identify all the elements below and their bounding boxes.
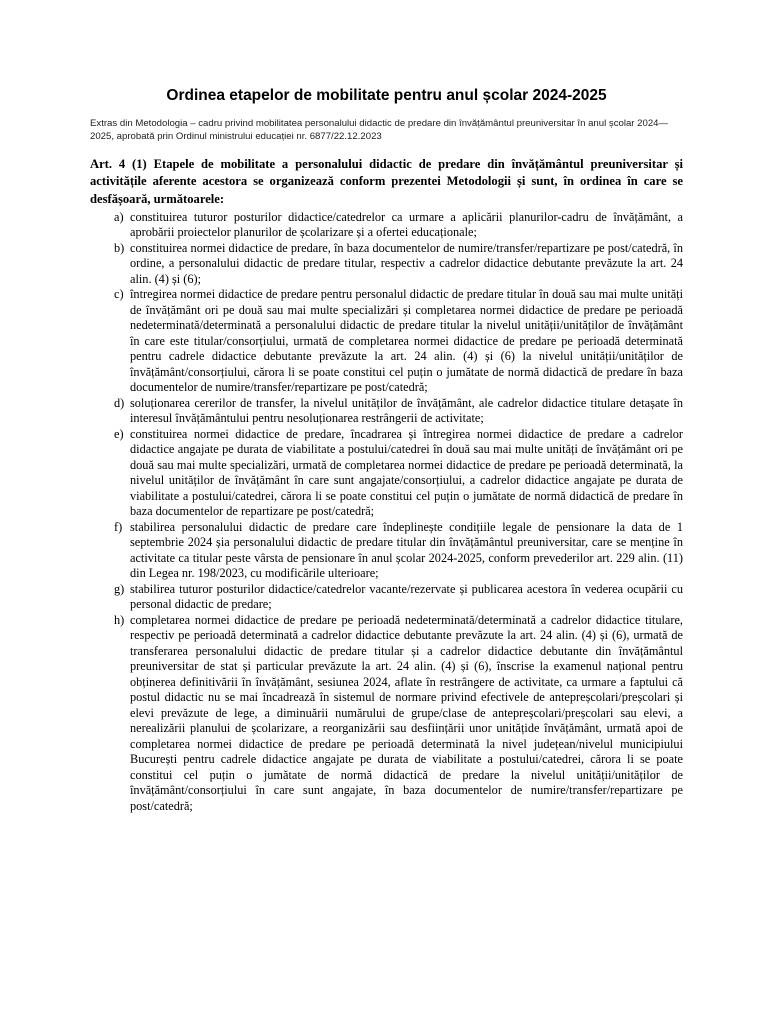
list-item-text: completarea normei didactice de predare pe perioadă nedeterminată/determinată a cadrelor didactice titulare, respectiv pe perioadă determinată a cadrelor didactice debutante prevăzute la art. 24 alin. (4) și (6), urmată de transferarea personalului didactic de predare titular și a cadrelor didactice debutante din învățământul preuniversitar de stat și particular prevăzute la art. 24 alin. (4) și (6), înscrise la examenul național pentru obținerea definitivării în învățământ, sesiunea 2024, aflate în restrângere de activitate, ca urmare a faptului că postul didactic nu se mai încadrează în sistemul de normare privind efectivele de antepreșcolari/preșcolari și elevi prevăzute de lege, a diminuării numărului de grupe/clase de antepreșcolari/preșcolari sau elevi, a nerealizării planului de școlarizare, a reorganizării sau desființării unor unitățide învățământ, urmată apoi de completarea normei didactice de predare pe perioadă determinată la nivel județean/nivelul municipiului București pentru cadrele didactice angajate pe durata de viabilitate a postului/catedrei, cărora li se poate constitui cel puțin o jumătate de normă didactică de predare la nivelul unității/unităților de învățământ/consorțiului în care sunt angajate, în baza documentelor de numire/transfer/repartizare pe post/catedră;	[130, 612, 683, 813]
list-item-marker: d)	[114, 395, 125, 410]
list-item-text: constituirea tuturor posturilor didactice/catedrelor ca urmare a aplicării planurilor-cadru de învățământ, a aprobării proiectelor planurilor de școlarizare și a ofertei educaționale;	[130, 209, 683, 240]
list-item-text: întregirea normei didactice de predare pentru personalul didactic de predare titular în două sau mai multe unități de învățământ ori pe două sau mai multe specializări și completarea normei didactice de predare pe perioadă nedeterminată/determinată a personalului didactic de predare titular la nivelul unității/unităților de învățământ în care este titular/consorțiului, urmată de completarea normei didactice de predare pe perioadă determinată pentru cadrele didactice debutante prevăzute la art. 24 alin. (4) și (6) la nivelul unității/unităților de învățământ/consorțiului, cărora li se poate constitui cel puțin o jumătate de normă didactică de predare în baza documentelor de numire/transfer/repartizare pe post/catedră;	[130, 287, 683, 395]
document-subtitle: Extras din Metodologia – cadru privind mobilitatea personalului didactic de predare din învățământul preuniversitar în anul școlar 2024—2025, aprobată prin Ordinul ministrului educației nr. 6877/22.12.2023	[90, 118, 669, 142]
list-item-text: soluționarea cererilor de transfer, la nivelul unităților de învățământ, ale cadrelor didactice titulare detașate în interesul învățământului pentru nesoluționarea restrângerii de activitate;	[130, 395, 683, 426]
list-item-a	[90, 210, 683, 241]
page-title: Ordinea etapelor de mobilitate pentru anul școlar 2024-2025	[166, 87, 607, 104]
list-item-marker: h)	[114, 612, 125, 627]
list-item-marker: e)	[114, 426, 124, 441]
list-item-marker: f)	[114, 519, 123, 534]
list-item-marker: g)	[114, 581, 125, 596]
list-item-h	[90, 613, 683, 815]
list-item-marker: c)	[114, 287, 124, 302]
list-item-text: stabilirea personalului didactic de predare care îndeplinește condițiile legale de pensionare la data de 1 septembrie 2024 șia personalului didactic de predare titular din învățământul preuniversitar, care se menține în activitate ca titular peste vârsta de pensionare în anul școlar 2024-2025, conform prevederilor art. 229 alin. (11) din Legea nr. 198/2023, cu modificările ulterioare;	[130, 519, 683, 581]
article-intro-paragraph: Art. 4 (1) Etapele de mobilitate a personalului didactic de predare din învățământul preuniversitar și activitățile aferente acestora se organizează conform prezentei Metodologii și sunt, în ordinea în care se desfășoară, următoarele:	[90, 157, 683, 206]
list-item-f	[90, 520, 683, 582]
list-item-marker: a)	[114, 209, 124, 224]
list-item-b	[90, 241, 683, 288]
list-item-g	[90, 582, 683, 613]
list-item-text: constituirea normei didactice de predare, încadrarea și întregirea normei didactice de predare a cadrelor didactice angajate pe durata de viabilitate a postului/catedrei în două sau mai multe unități de învățământ ori pe două sau mai multe specializări, urmată de completarea normei didactice de predare pe perioadă determinată, la nivelul unităților de învățământ în care sunt angajate/consorțiului, a cadrelor didactice angajate pe durata de viabilitate a postului/catedrei, cărora li se poate constitui cel puțin o jumătate de normă didactică de predare în baza documentelor de repartizare pe post/catedră;	[130, 426, 683, 519]
mobility-stages-list	[90, 210, 683, 815]
list-item-d	[90, 396, 683, 427]
list-item-e	[90, 427, 683, 520]
list-item-marker: b)	[114, 240, 125, 255]
list-item-text: constituirea normei didactice de predare, în baza documentelor de numire/transfer/repartizare pe post/catedră, în ordine, a personalului didactic de predare titular, respectiv a cadrelor didactice debutante prevăzute la art. 24 alin. (4) și (6);	[130, 240, 683, 286]
list-item-text: stabilirea tuturor posturilor didactice/catedrelor vacante/rezervate și publicarea acestora în vederea ocupării cu personal didactic de predare;	[130, 581, 683, 612]
list-item-c	[90, 287, 683, 396]
